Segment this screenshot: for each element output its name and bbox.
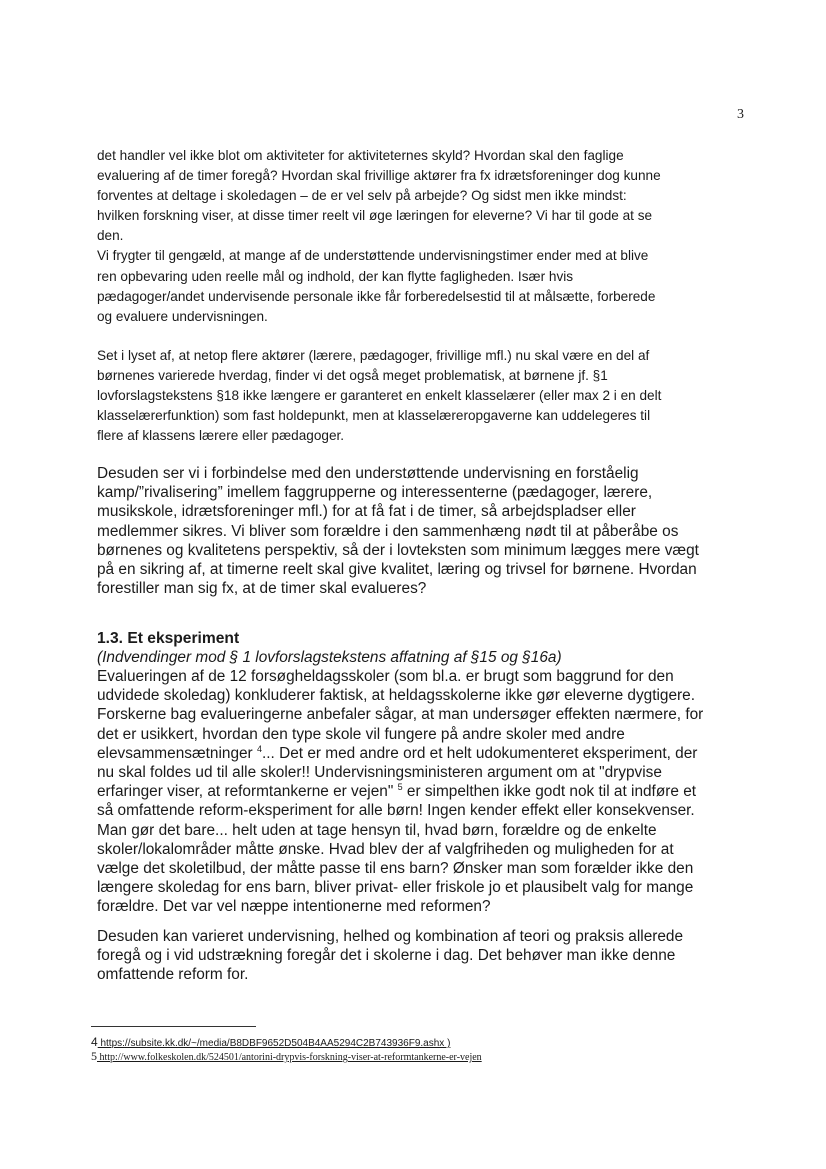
text-line: flere af klassens lærere eller pædagoger. — [97, 428, 345, 444]
text-line: forestiller man sig fx, at de timer skal evalueres? — [97, 580, 427, 598]
text-line: på en sikring af, at timerne reelt skal give kvalitet, læring og trivsel for børnene. Hvordan — [97, 561, 697, 579]
footnote-separator — [91, 1026, 256, 1027]
text-line: udvidede skoledag) konkluderer faktisk, at heldagsskolerne ikke gør eleverne dygtigere. — [97, 687, 696, 705]
text-line: Set i lyset af, at netop flere aktører (lærere, pædagoger, frivillige mfl.) nu skal være en del af — [97, 348, 650, 363]
text-line: nu skal foldes ud til alle skoler!! Undervisningsministeren argument om at "drypvise — [97, 764, 662, 782]
text-line: så omfattende reform-eksperiment for alle børn! Ingen kender effekt eller konsekvenser. — [97, 802, 695, 820]
footnote-number: 4 — [91, 1035, 98, 1049]
text-line: længere skoledag for ens barn, bliver privat- eller friskole jo et plausibelt valg for mange — [97, 879, 694, 897]
section-heading: 1.3. Et eksperiment — [97, 630, 240, 647]
text-line: medlemmer sikres. Vi bliver som forældre i den sammenhæng nødt til at påberåbe os — [97, 522, 679, 540]
text-line: børnenes varierede hverdag, finder vi det også meget problematisk, at børnene jf. §1 — [97, 368, 608, 384]
text-line: klasselærerfunktion) som fast holdepunkt, men at klasselæreropgaverne kan uddelegeres til — [97, 408, 651, 424]
text-line: Forskerne bag evalueringerne anbefaler sågar, at man undersøger effekten nærmere, for — [97, 706, 704, 724]
footnote-ref-4[interactable]: 4 — [256, 743, 262, 754]
paragraph-activities — [97, 146, 757, 327]
text-line — [97, 782, 757, 801]
text-line: omfattende reform for. — [97, 966, 249, 984]
text-line: lovforslagstekstens §18 ikke længere er garanteret en enkelt klasselærer (eller max 2 i en delt — [97, 388, 662, 404]
paragraph-rivalry — [97, 464, 757, 598]
text-line: ren opbevaring uden reelle mål og indhold, der kan flytte fagligheden. Især hvis — [97, 268, 574, 284]
text-line: forventes at deltage i skoledagen – de er vel selv på arbejde? Og sidst men ikke mindst: — [97, 188, 627, 204]
text-line: musikskole, idrætsforeninger mfl.) for at få fat i de timer, så arbejdspladser eller — [97, 503, 636, 521]
page-number: 3 — [737, 107, 744, 122]
text-line: hvilken forskning viser, at disse timer reelt vil øge læringen for eleverne? Vi har til gode at se — [97, 208, 653, 224]
text-fragment: elevsammensætninger — [97, 744, 257, 762]
text-line: Vi frygter til gengæld, at mange af de understøttende undervisningstimer ender med at blive — [97, 248, 649, 264]
text-line: kamp/”rivalisering” imellem faggrupperne og interessenterne (pædagoger, lærere, — [97, 484, 653, 502]
text-line: Desuden kan varieret undervisning, helhed og kombination af teori og praksis allerede — [97, 928, 684, 945]
section-subheading: (Indvendinger mod § 1 lovforslagstekstens affatning af §15 og §16a) — [97, 649, 562, 666]
text-line: og evaluere undervisningen. — [97, 308, 268, 324]
text-line: den. — [97, 228, 124, 244]
text-line: børnenes og kvalitetens perspektiv, så der i lovteksten som minimum lægges mere vægt — [97, 541, 699, 559]
footnote-4 — [91, 1036, 591, 1050]
text-line: pædagoger/andet undervisende personale ikke får forberedelsestid til at målsætte, forberede — [97, 288, 656, 304]
paragraph-variety — [97, 927, 757, 985]
text-line: Man gør det bare... helt uden at tage hensyn til, hvad børn, forældre og de enkelte — [97, 821, 657, 839]
text-line: evaluering af de timer foregå? Hvordan skal frivillige aktører fra fx idrætsforeninger dog kunne — [97, 168, 661, 184]
text-fragment: erfaringer viser, at reformtankerne er vejen" — [97, 783, 398, 801]
text-line: Desuden ser vi i forbindelse med den understøttende undervisning en forståelig — [97, 465, 639, 482]
footnote-ref-5[interactable]: 5 — [397, 782, 403, 793]
footnote-number: 5 — [91, 1049, 97, 1063]
paragraph-experiment — [97, 667, 757, 917]
footnote-5 — [91, 1050, 591, 1064]
text-line: foregå og i vid udstrækning foregår det i skolerne i dag. Det behøver man ikke denne — [97, 947, 676, 965]
text-line: det er usikkert, hvordan den type skole vil fungere på andre skoler med andre — [97, 725, 625, 743]
text-line: skoler/lokalområder måtte ønske. Hvad blev der af valgfriheden og muligheden for at — [97, 840, 674, 858]
footnote-link[interactable]: https://subsite.kk.dk/~/media/B8DBF9652D504B4AA5294C2B743936F9.ashx ) — [97, 1038, 451, 1049]
text-line: vælge det skoletilbud, der måtte passe til ens barn? Ønsker man som forælder ikke den — [97, 860, 694, 878]
text-line — [97, 744, 757, 763]
text-fragment: ... Det er med andre ord et helt udokumenteret eksperiment, der — [261, 744, 698, 762]
text-line: forældre. Det var vel næppe intentionerne med reformen? — [97, 898, 491, 916]
text-line: det handler vel ikke blot om aktiviteter for aktiviteternes skyld? Hvordan skal den faglige — [97, 148, 624, 163]
text-fragment: er simpelthen ikke godt nok til at indføre et — [402, 783, 697, 801]
text-line: Evalueringen af de 12 forsøgheldagsskoler (som bl.a. er brugt som baggrund for den — [97, 668, 674, 685]
footnote-link[interactable]: http://www.folkeskolen.dk/524501/antorini-drypvis-forskning-viser-at-reformtankerne-er-vejen — [97, 1052, 482, 1063]
paragraph-class-teacher — [97, 346, 757, 446]
